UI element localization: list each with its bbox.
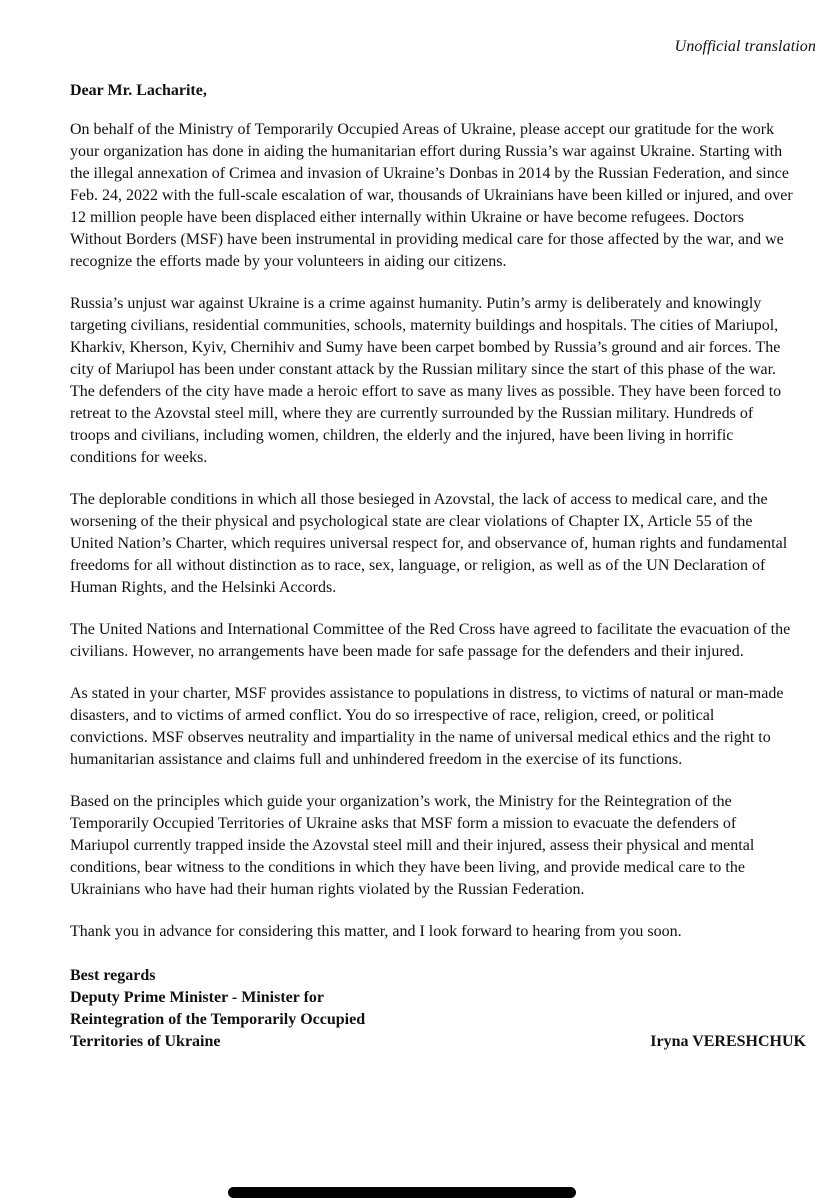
home-indicator-bar[interactable]	[228, 1187, 576, 1198]
letter-body	[70, 80, 806, 1053]
paragraph-3: The deplorable conditions in which all those besieged in Azovstal, the lack of access to medical care, and the worsening of the their physical and psychological state are clear violations of Chapter IX, Article 55 of the United Nation’s Charter, which requires universal respect for, and observance of, human rights and fundamental freedoms for all without distinction as to race, sex, language, or religion, as well as of the UN Declaration of Human Rights, and the Helsinki Accords.	[70, 491, 788, 596]
paragraph-1: On behalf of the Ministry of Temporarily Occupied Areas of Ukraine, please accept our gratitude for the work your organization has done in aiding the humanitarian effort during Russia’s war against Ukraine. Starting with the illegal annexation of Crimea and invasion of Ukraine’s Donbas in 2014 by the Russian Federation, and since Feb. 24, 2022 with the full-scale escalation of war, thousands of Ukrainians have been killed or injured, and over 12 million people have been displaced either internally within Ukraine or have become refugees. Doctors Without Borders (MSF) have been instrumental in providing medical care for those affected by the war, and we recognize the efforts made by your volunteers in aiding our citizens.	[70, 121, 793, 270]
signatory-title-line-3: Territories of Ukraine	[70, 1033, 221, 1050]
paragraph-2: Russia’s unjust war against Ukraine is a crime against humanity. Putin’s army is deliberately and knowingly targeting civilians, residential communities, schools, maternity buildings and hospitals. The cities of Mariupol, Kharkiv, Kherson, Kyiv, Chernihiv and Sumy have been carpet bombed by Russia’s ground and air forces. The city of Mariupol has been under constant attack by the Russian military since the start of this phase of the war. The defenders of the city have made a heroic effort to save as many lives as possible. They have been forced to retreat to the Azovstal steel mill, where they are currently surrounded by the Russian military. Hundreds of troops and civilians, including women, children, the elderly and the injured, have been living in horrific conditions for weeks.	[70, 295, 782, 466]
closing-regards: Best regards	[70, 967, 156, 984]
signatory-name: Iryna VERESHCHUK	[650, 1033, 806, 1050]
paragraph-6: Based on the principles which guide your organization’s work, the Ministry for the Reintegration of the Temporarily Occupied Territories of Ukraine asks that MSF form a mission to evacuate the defenders of Mariupol currently trapped inside the Azovstal steel mill and their injured, assess their physical and mental conditions, bear witness to the conditions in which they have been living, and provide medical care to the Ukrainians who have had their human rights violated by the Russian Federation.	[70, 793, 755, 898]
paragraph-4: The United Nations and International Committee of the Red Cross have agreed to facilitate the evacuation of the civilians. However, no arrangements have been made for safe passage for the defenders and their injured.	[70, 621, 791, 660]
closing-block	[70, 965, 806, 1053]
signatory-title-line-1: Deputy Prime Minister - Minister for	[70, 989, 325, 1006]
paragraph-5: As stated in your charter, MSF provides assistance to populations in distress, to victims of natural or man-made disasters, and to victims of armed conflict. You do so irrespective of race, religion, creed, or political convictions. MSF observes neutrality and impartiality in the name of universal medical ethics and the right to humanitarian assistance and claims full and unhindered freedom in the exercise of its functions.	[70, 685, 784, 768]
translation-note: Unofficial translation	[674, 38, 816, 55]
signatory-title-line-2: Reintegration of the Temporarily Occupied	[70, 1011, 366, 1028]
paragraph-7: Thank you in advance for considering this matter, and I look forward to hearing from you soon.	[70, 923, 682, 940]
salutation: Dear Mr. Lacharite,	[70, 82, 207, 99]
